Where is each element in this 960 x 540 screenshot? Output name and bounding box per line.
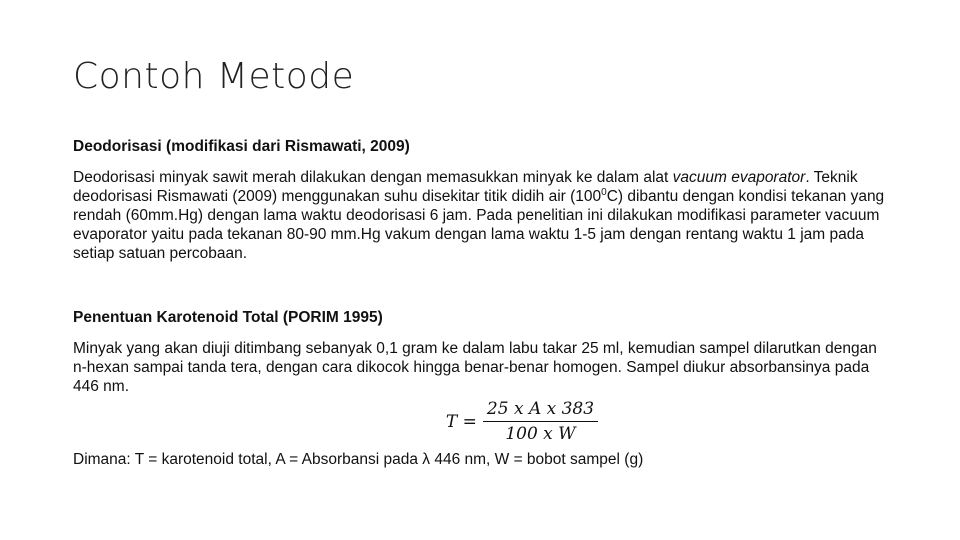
slide-title: Contoh Metode (73, 56, 355, 97)
formula-legend: Dimana: T = karotenoid total, A = Absorbansi pada λ 446 nm, W = bobot sampel (g) (73, 451, 644, 468)
deodorisasi-paragraph (73, 168, 893, 263)
formula-fraction (483, 400, 598, 444)
section-heading-deodorisasi: Deodorisasi (modifikasi dari Rismawati, 2009) (73, 138, 410, 155)
formula-numerator: 25 x A x 383 (483, 400, 598, 422)
formula-denominator: 100 x W (505, 424, 576, 444)
section-karotenoid (73, 308, 893, 469)
slide-content (73, 137, 893, 469)
degree-superscript: 0 (601, 186, 607, 198)
formula-lhs: T = (445, 411, 477, 432)
section-deodorisasi (73, 137, 893, 263)
deodorisasi-text-part1: Deodorisasi minyak sawit merah dilakukan dengan memasukkan minyak ke dalam alat (73, 169, 673, 186)
vacuum-evaporator-term: vacuum evaporator (672, 169, 806, 186)
deodorisasi-text-part2: . Teknik deodorisasi Rismawati (2009) menggunakan suhu disekitar titik didih air (100 (73, 169, 858, 205)
section-heading-karotenoid: Penentuan Karotenoid Total (PORIM 1995) (73, 309, 383, 326)
deodorisasi-text-part3: C) dibantu dengan kondisi tekanan yang rendah (60mm.Hg) dengan lama waktu deodorisasi 6 jam. Pada penelitian ini dilakukan modifikasi parameter vacuum evaporator yaitu pada tekanan 80-90 mm.Hg vakum dengan lama waktu 1-5 jam dengan rentang waktu 1 jam pada setiap satuan percobaan. (73, 188, 885, 262)
karotenoid-paragraph: Minyak yang akan diuji ditimbang sebanyak 0,1 gram ke dalam labu takar 25 ml, kemudian sampel dilarutkan dengan n-hexan sampai tanda tera, dengan cara dikocok hingga benar-benar homogen. Sampel diukur absorbansinya pada 446 nm. (73, 340, 877, 395)
karotenoid-formula (151, 400, 893, 444)
